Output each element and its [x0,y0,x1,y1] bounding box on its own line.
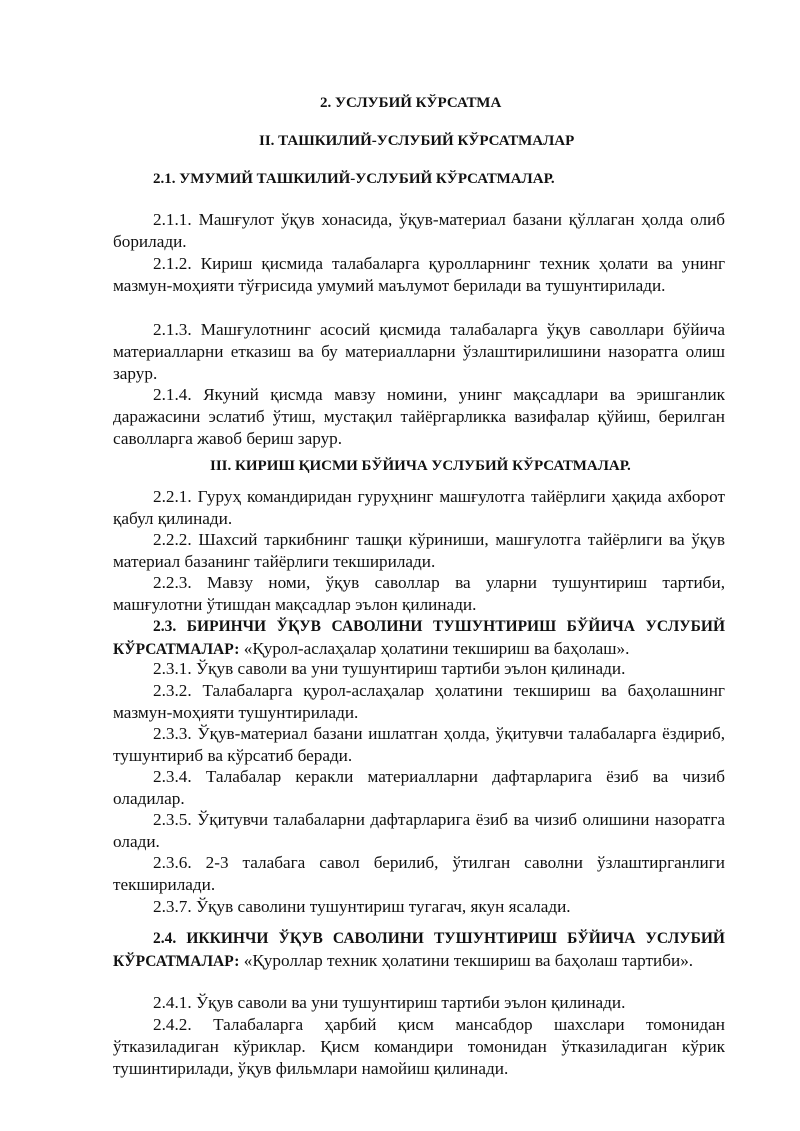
paragraph-2-3-4: 2.3.4. Талабалар керакли материалларни дафтарларига ёзиб ва чизиб оладилар. [113,767,725,808]
paragraph-2-3-2: 2.3.2. Талабаларга қурол-аслаҳалар ҳолатини текшириш ва баҳолашнинг мазмун-моҳияти тушунтирилади. [113,681,725,722]
paragraph-2-4-topic: «Қуроллар техник ҳолатини текшириш ва баҳолаш тартиби». [239,951,694,970]
paragraph-2-1-2: 2.1.2. Кириш қисмида талабаларга қуролларнинг техник ҳолати ва унинг мазмун-моҳияти тўғрисида умумий маълумот берилади ва тушунтирилади. [113,254,725,295]
paragraph-2-2-2: 2.2.2. Шахсий таркибнинг ташқи кўриниши, машғулотга тайёрлиги ва ўқув материал базанинг тайёрлиги текширилади. [113,530,725,571]
paragraph-2-3-6: 2.3.6. 2-3 талабага савол берилиб, ўтилган саволни ўзлаштирганлиги текширилади. [113,853,725,894]
paragraph-2-3-topic: «Қурол-аслаҳалар ҳолатини текшириш ва баҳолаш». [239,639,630,658]
section-2-heading: II. ТАШКИЛИЙ-УСЛУБИЙ КЎРСАТМАЛАР [259,133,575,149]
paragraph-2-3-5: 2.3.5. Ўқитувчи талабаларни дафтарларига ёзиб ва чизиб олишини назоратга олади. [113,810,725,851]
paragraph-2-1-1: 2.1.1. Машғулот ўқув хонасида, ўқув-материал базани қўллаган ҳолда олиб борилади. [113,210,725,251]
paragraph-2-2-3: 2.2.3. Мавзу номи, ўқув саволлар ва уларни тушунтириш тартиби, машғулотни ўтишдан мақсадлар эълон қилинади. [113,573,725,614]
section-2-1-heading: 2.1. УМУМИЙ ТАШКИЛИЙ-УСЛУБИЙ КЎРСАТМАЛАР. [153,171,555,187]
paragraph-2-3 [113,615,725,661]
paragraph-2-4-2: 2.4.2. Талабаларга ҳарбий қисм мансабдор шахслари томонидан ўтказиладиган кўриклар. Қисм командири томонидан ўтказиладиган кўрик тушинтирилади, ўқув фильмлари намойиш қилинади. [113,1015,725,1078]
section-3-heading: III. КИРИШ ҚИСМИ БЎЙИЧА УСЛУБИЙ КЎРСАТМАЛАР. [210,458,631,474]
paragraph-2-3-heading: 2.3. БИРИНЧИ ЎҚУВ САВОЛИНИ ТУШУНТИРИШ БЎЙИЧА УСЛУБИЙ КЎРСАТМАЛАР: [113,618,725,658]
paragraph-2-2-1: 2.2.1. Гуруҳ командиридан гуруҳнинг машғулотга тайёрлиги ҳақида ахборот қабул қилинади. [113,487,725,528]
paragraph-2-1-4: 2.1.4. Якуний қисмда мавзу номини, унинг мақсадлари ва эришганлик даражасини эслатиб ўтиш, мустақил тайёргарликка вазифалар қўйиш, берилган саволларга жавоб бериш зарур. [113,385,725,448]
document-title: 2. УСЛУБИЙ КЎРСАТМА [320,95,502,111]
paragraph-2-4 [113,927,725,973]
paragraph-2-4-heading: 2.4. ИККИНЧИ ЎҚУВ САВОЛИНИ ТУШУНТИРИШ БЎЙИЧА УСЛУБИЙ КЎРСАТМАЛАР: [113,930,725,970]
paragraph-2-3-7: 2.3.7. Ўқув саволини тушунтириш тугагач, якун ясалади. [153,897,571,916]
paragraph-2-4-1: 2.4.1. Ўқув саволи ва уни тушунтириш тартиби эълон қилинади. [153,993,626,1012]
paragraph-2-3-1: 2.3.1. Ўқув саволи ва уни тушунтириш тартиби эълон қилинади. [153,659,626,678]
paragraph-2-1-3: 2.1.3. Машғулотнинг асосий қисмида талабаларга ўқув саволлари бўйича материалларни етказиш ва бу материалларни ўзлаштирилишини назоратга олиш зарур. [113,320,725,383]
paragraph-2-3-3: 2.3.3. Ўқув-материал базани ишлатган ҳолда, ўқитувчи талабаларга ёздириб, тушунтириб ва кўрсатиб беради. [113,724,725,765]
